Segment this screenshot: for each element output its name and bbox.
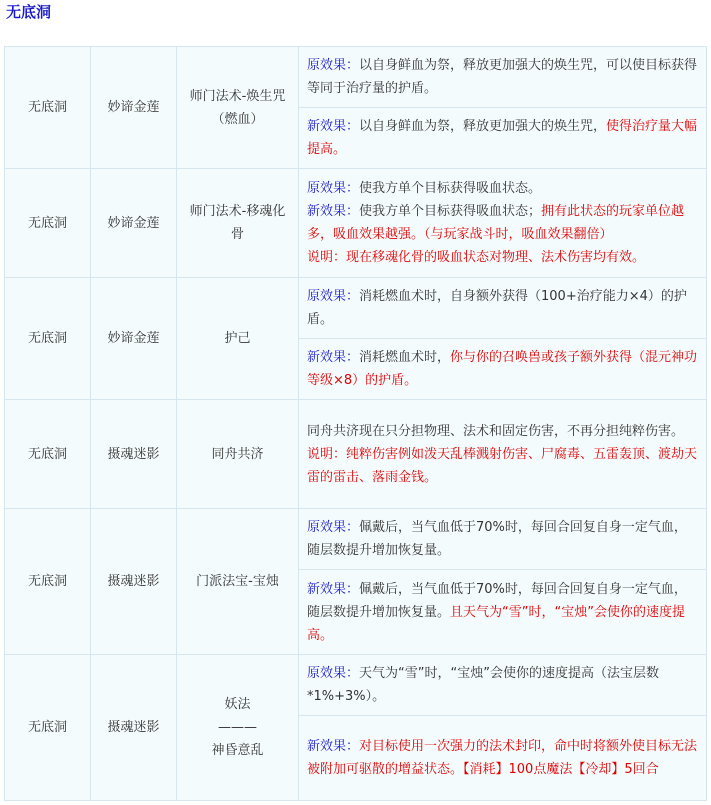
branch-cell: 摄魂迷影 (91, 655, 177, 801)
skill-name-bottom: 神昏意乱 (211, 743, 264, 758)
skill-cell (177, 655, 299, 801)
original-effect-cell (299, 509, 707, 570)
new-effect-label: 新效果： (307, 350, 360, 365)
effect-cell (299, 169, 707, 278)
page-title: 无底洞 (6, 3, 52, 21)
original-effect-cell (299, 47, 707, 108)
skill-cell: 同舟共济 (177, 400, 299, 509)
table-row (5, 655, 707, 716)
note-line: 说明：现在移魂化骨的吸血状态对物理、法术伤害均有效。 (307, 250, 646, 265)
new-effect-line (307, 200, 698, 246)
original-effect-label: 原效果： (307, 181, 360, 196)
original-effect-line (307, 177, 698, 200)
new-effect-label: 新效果： (307, 119, 360, 134)
new-effect-cell (299, 108, 707, 169)
effect-cell (299, 400, 707, 509)
school-cell: 无底洞 (5, 655, 91, 801)
new-effect-highlight: 使得治疗量大幅提高。 (307, 119, 698, 157)
new-effect-highlight: 对目标使用一次强力的法术封印，命中时将额外使目标无法被附加可驱散的增益状态。【消耗】100点魔法【冷却】5回合 (307, 739, 698, 777)
original-effect-text: 天气为“雪”时，“宝烛”会使你的速度提高（法宝层数*1%+3%）。 (307, 666, 659, 704)
school-cell: 无底洞 (5, 509, 91, 655)
table-row (5, 400, 707, 509)
new-effect-cell (299, 339, 707, 400)
new-effect-text: 佩戴后，当气血低于70%时，每回合回复自身一定气血，随层数提升增加恢复量。 (307, 581, 687, 620)
new-effect-label: 新效果： (307, 581, 360, 597)
skill-name-top: 妖法 (224, 697, 251, 712)
original-effect-text: 消耗燃血术时，自身额外获得（100+治疗能力×4）的护盾。 (307, 289, 687, 327)
school-cell: 无底洞 (5, 400, 91, 509)
branch-cell: 摄魂迷影 (91, 509, 177, 655)
table-row (5, 169, 707, 278)
effect-text: 同舟共济现在只分担物理、法术和固定伤害，不再分担纯粹伤害。 (307, 423, 685, 439)
new-effect-cell (299, 716, 707, 801)
note-line: 说明：纯粹伤害例如泼天乱棒溅射伤害、尸腐毒、五雷轰顶、渡劫天雷的雷击、落雨金钱。 (307, 446, 698, 485)
new-effect-highlight: 你与你的召唤兽或孩子额外获得（混元神功等级×8）的护盾。 (307, 350, 698, 388)
table-row (5, 509, 707, 570)
original-effect-text: 佩戴后，当气血低于70%时，每回合回复自身一定气血，随层数提升增加恢复量。 (307, 520, 687, 558)
branch-cell: 妙谛金莲 (91, 47, 177, 169)
school-cell: 无底洞 (5, 169, 91, 278)
branch-cell: 妙谛金莲 (91, 169, 177, 278)
new-effect-cell (299, 570, 707, 655)
original-effect-text: 使我方单个目标获得吸血状态。 (359, 181, 542, 196)
new-effect-highlight: 且天气为“雪”时，“宝烛”会使你的速度提高。 (307, 604, 685, 643)
new-effect-text: 以自身鲜血为祭，释放更加强大的焕生咒， (359, 119, 607, 134)
original-effect-cell (299, 655, 707, 716)
table-row (5, 47, 707, 108)
skill-cell: 护己 (177, 278, 299, 400)
skill-name-divider: ——— (218, 720, 257, 735)
branch-cell: 摄魂迷影 (91, 400, 177, 509)
original-effect-label: 原效果： (307, 58, 360, 73)
new-effect-text: 消耗燃血术时， (359, 350, 451, 365)
new-effect-text: 使我方单个目标获得吸血状态； (359, 204, 542, 219)
skill-change-table (4, 46, 707, 801)
new-effect-label: 新效果： (307, 739, 360, 754)
new-effect-highlight: 拥有此状态的玩家单位越多，吸血效果越强。（与玩家战斗时，吸血效果翻倍） (307, 204, 685, 242)
skill-cell: 门派法宝-宝烛 (177, 509, 299, 655)
original-effect-label: 原效果： (307, 520, 360, 535)
table-row (5, 278, 707, 339)
original-effect-cell (299, 278, 707, 339)
new-effect-label: 新效果： (307, 204, 360, 219)
school-cell: 无底洞 (5, 278, 91, 400)
skill-cell: 师门法术-焕生咒（燃血） (177, 47, 299, 169)
original-effect-label: 原效果： (307, 666, 360, 681)
skill-cell: 师门法术-移魂化骨 (177, 169, 299, 278)
original-effect-label: 原效果： (307, 289, 360, 304)
original-effect-text: 以自身鲜血为祭，释放更加强大的焕生咒，可以使目标获得等同于治疗量的护盾。 (307, 58, 698, 96)
school-cell: 无底洞 (5, 47, 91, 169)
branch-cell: 妙谛金莲 (91, 278, 177, 400)
